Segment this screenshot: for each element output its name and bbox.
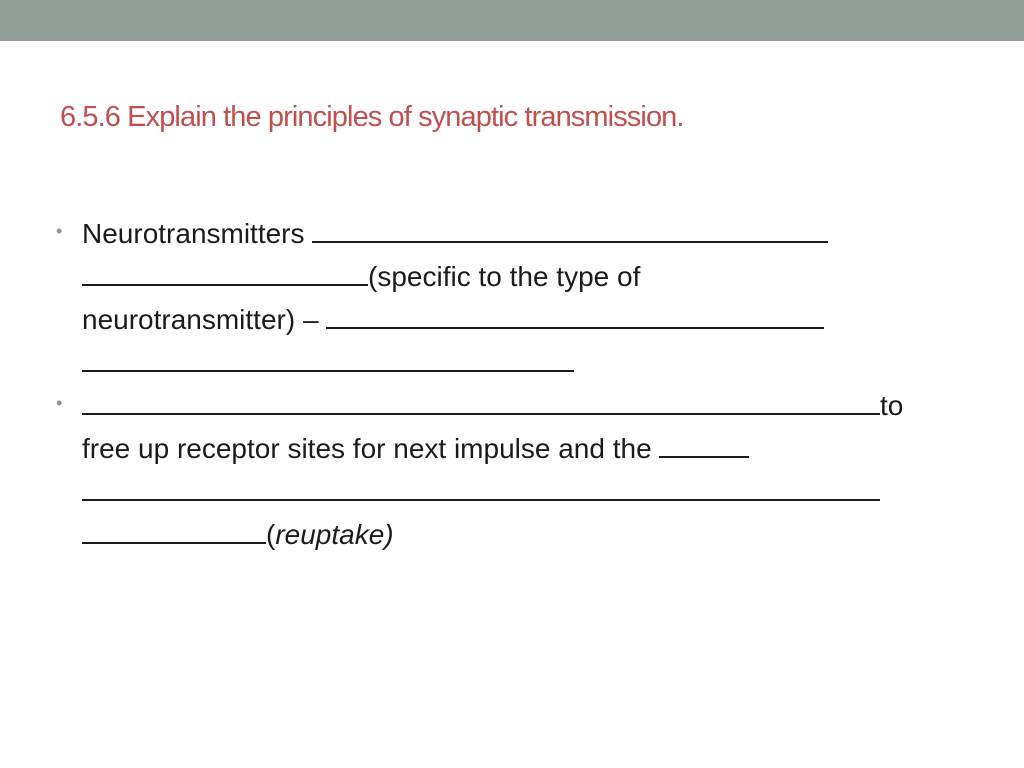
text-line bbox=[82, 297, 936, 340]
blank-line bbox=[326, 297, 824, 329]
text-line bbox=[82, 469, 936, 512]
slide-body bbox=[56, 211, 936, 555]
bullet-dot-icon: • bbox=[56, 221, 63, 241]
text-line bbox=[82, 512, 936, 555]
bullet-item bbox=[56, 211, 936, 383]
top-accent-bar bbox=[0, 0, 1024, 41]
text-line bbox=[82, 426, 936, 469]
blank-line bbox=[82, 254, 368, 286]
bullet-dot-icon: • bbox=[56, 393, 63, 413]
line-text-italic: reuptake) bbox=[275, 519, 394, 550]
line-text: free up receptor sites for next impulse and the bbox=[82, 433, 660, 464]
line-text: (specific to the type of bbox=[368, 261, 641, 292]
blank-line bbox=[82, 469, 880, 501]
blank-line bbox=[82, 512, 266, 544]
blank-line bbox=[82, 340, 574, 372]
bullet-item bbox=[56, 383, 936, 555]
blank-line bbox=[82, 383, 880, 415]
line-text: Neurotransmitters bbox=[82, 218, 313, 249]
slide-title: 6.5.6 Explain the principles of synaptic transmission. bbox=[60, 101, 684, 133]
text-line bbox=[82, 340, 936, 383]
text-line bbox=[82, 254, 936, 297]
blank-line bbox=[659, 426, 749, 458]
text-line bbox=[82, 383, 936, 426]
blank-line bbox=[312, 211, 828, 243]
line-text: ( bbox=[266, 519, 276, 550]
line-text: neurotransmitter) – bbox=[82, 304, 327, 335]
line-text: to bbox=[880, 390, 904, 421]
text-line bbox=[82, 211, 936, 254]
